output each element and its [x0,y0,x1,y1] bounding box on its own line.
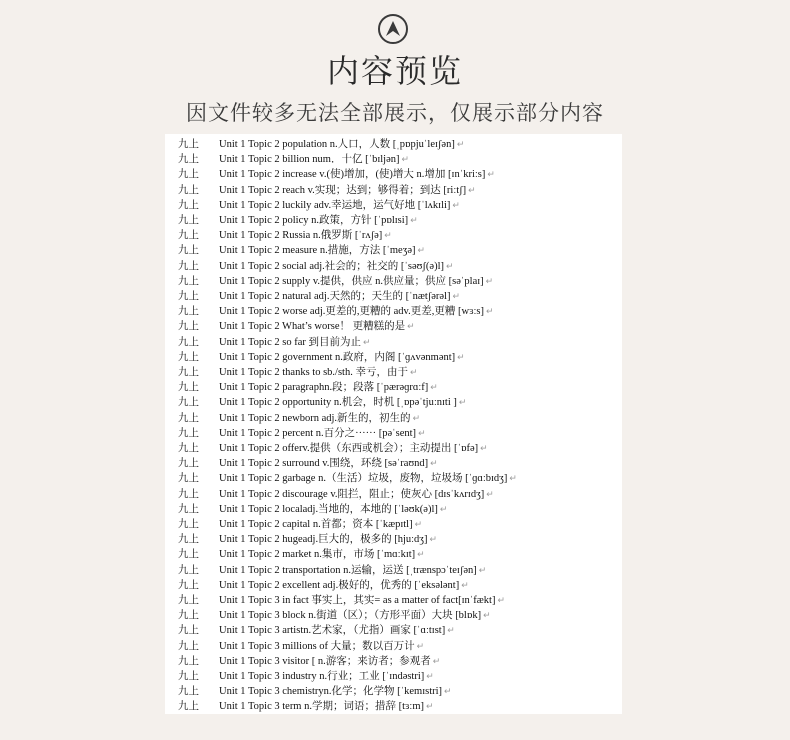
vocab-entry [219,578,469,593]
return-mark-icon: ↵ [430,458,438,469]
vocab-text: Unit 1 Topic 2 so far 到目前为止 [219,336,361,348]
return-mark-icon: ↵ [430,382,438,393]
grade-label: 九上 [178,215,199,226]
vocab-text: Unit 1 Topic 2 opportunity n.机会，时机 [ˌɒpəˈtjuːnɪti ] [219,397,457,409]
return-mark-icon: ↵ [452,291,461,301]
vocab-text: Unit 1 Topic 2 paragraphn.段；段落 [ˈpærəɡrɑːf] [219,382,429,394]
list-item [165,563,622,578]
vocab-entry [219,167,495,182]
grade-label: 九上 [178,397,199,409]
vocab-entry [219,137,464,152]
vocab-entry [219,684,452,699]
list-item [165,593,622,608]
list-item [165,137,622,152]
return-mark-icon: ↵ [407,321,415,332]
vocab-entry [219,699,434,714]
vocab-entry [219,198,460,213]
return-mark-icon: ↵ [362,336,371,347]
list-item [165,623,622,638]
list-item [165,487,622,502]
grade-label: 九上 [178,610,199,622]
vocab-entry [219,563,486,578]
return-mark-icon: ↵ [461,579,469,590]
return-mark-icon: ↵ [497,595,506,605]
return-mark-icon: ↵ [485,275,494,286]
list-item [165,456,622,471]
vocab-text: Unit 1 Topic 2 social adj.社会的；社交的 [ˈsəʊʃ(ə)l] [219,260,444,272]
return-mark-icon: ↵ [418,427,426,438]
vocab-text: Unit 1 Topic 2 newborn adj.新生的，初生的 [219,412,411,424]
grade-label: 九上 [178,275,199,287]
return-mark-icon: ↵ [457,351,465,362]
vocab-entry [219,213,418,228]
grade-label: 九上 [178,230,199,242]
list-item [165,365,622,380]
vocab-text: Unit 1 Topic 2 thanks to sb./sth. 幸亏，由于 [219,367,408,378]
vocab-text: Unit 1 Topic 3 visitor [ n.游客；来访者；参观者 [219,655,431,667]
vocab-text: Unit 1 Topic 2 garbage n.（生活）垃圾，废物，垃圾场 [ˈɡɑːbɪdʒ] [219,473,508,485]
vocab-entry [219,259,454,274]
list-item [165,532,622,547]
vocab-entry [219,426,426,441]
vocab-entry [219,608,491,623]
grade-label: 九上 [178,640,199,652]
return-mark-icon: ↵ [485,306,494,317]
vocab-text: Unit 1 Topic 2 surround v.围绕，环绕 [səˈraʊnd] [219,458,429,470]
vocab-text: Unit 1 Topic 2 natural adj.天然的；天生的 [ˈnætʃərəl] [219,291,451,302]
return-mark-icon: ↵ [417,549,425,560]
list-item [165,259,622,274]
vocab-text: Unit 1 Topic 3 chemistryn.化学；化学物 [ˈkemɪstri] [219,686,443,698]
page-title: 内容预览 [326,52,463,90]
list-item [165,517,622,532]
grade-label: 九上 [178,534,199,546]
return-mark-icon: ↵ [432,655,441,666]
vocab-entry [219,623,455,638]
return-mark-icon: ↵ [509,473,517,484]
grade-label: 九上 [178,260,199,272]
list-item [165,228,622,243]
vocab-entry [219,243,425,258]
return-mark-icon: ↵ [429,534,438,545]
grade-label: 九上 [178,154,199,166]
return-mark-icon: ↵ [480,443,488,453]
list-item [165,198,622,213]
vocab-entry [219,335,371,350]
vocab-entry [219,487,494,502]
vocab-entry [219,441,488,456]
grade-label: 九上 [178,412,199,424]
return-mark-icon: ↵ [416,640,425,651]
chevron-up-circle-icon [378,14,408,44]
grade-label: 九上 [178,458,199,470]
vocab-entry [219,411,420,426]
grade-label: 九上 [178,549,199,561]
vocab-entry [219,319,415,334]
return-mark-icon: ↵ [412,412,421,423]
return-mark-icon: ↵ [414,519,423,529]
grade-label: 九上 [178,671,199,682]
grade-label: 九上 [178,169,199,181]
vocab-text: Unit 1 Topic 2 worse adj.更差的,更糟的 adv.更差,更糟 [wɜːs] [219,306,484,318]
list-item [165,213,622,228]
grade-label: 九上 [178,351,199,363]
list-item [165,335,622,350]
grade-label: 九上 [178,443,199,454]
vocab-text: Unit 1 Topic 2 billion num．十亿 [ˈbɪljən] [219,154,400,166]
vocab-text: Unit 1 Topic 2 percent n.百分之······ [pəˈsent] [219,427,417,439]
vocab-entry [219,456,438,471]
return-mark-icon: ↵ [439,503,448,514]
return-mark-icon: ↵ [417,245,426,256]
vocab-text: Unit 1 Topic 2 transportation n.运输，运送 [ˌtrænspɔˈteɪʃən] [219,564,477,576]
return-mark-icon: ↵ [409,367,418,377]
return-mark-icon: ↵ [444,686,452,697]
grade-label: 九上 [178,139,199,150]
grade-label: 九上 [178,519,199,530]
vocab-entry [219,365,418,380]
list-item [165,304,622,319]
vocab-text: Unit 1 Topic 2 population n.人口，人数 [ˌpɒpjuˈleɪʃən] [219,139,455,150]
vocab-text: Unit 1 Topic 3 in fact 事实上，其实= as a matter of fact[ɪnˈfækt] [219,595,496,606]
list-item [165,699,622,714]
list-item [165,380,622,395]
vocab-text: Unit 1 Topic 2 What’s worse！ 更糟糕的是 [219,321,406,333]
vocab-text: Unit 1 Topic 2 capital n.首都；资本 [ˈkæpɪtl] [219,519,413,530]
grade-label: 九上 [178,367,199,378]
list-item [165,426,622,441]
return-mark-icon: ↵ [452,199,460,210]
vocab-text: Unit 1 Topic 2 discourage v.阻拦，阻止；使灰心 [dɪsˈkʌrɪdʒ] [219,488,485,500]
grade-label: 九上 [178,488,199,500]
vocab-entry [219,274,493,289]
vocab-text: Unit 1 Topic 2 hugeadj.巨大的，极多的 [hjuːdʒ] [219,534,428,546]
grade-label: 九上 [178,245,199,257]
return-mark-icon: ↵ [456,139,465,149]
list-item [165,669,622,684]
list-item [165,411,622,426]
grade-label: 九上 [178,473,199,485]
vocab-entry [219,517,422,532]
grade-label: 九上 [178,503,199,515]
vocab-entry [219,304,494,319]
list-item [165,639,622,654]
grade-label: 九上 [178,625,199,637]
return-mark-icon: ↵ [401,154,410,165]
vocab-text: Unit 1 Topic 2 Russia n.俄罗斯 [ˈrʌʃə] [219,230,383,242]
grade-label: 九上 [178,306,199,318]
list-item [165,350,622,365]
list-item [165,183,622,198]
page-subtitle: 因文件较多无法全部展示，仅展示部分内容 [186,101,604,125]
return-mark-icon: ↵ [446,260,454,271]
vocab-text: Unit 1 Topic 2 government n.政府，内阁 [ˈɡʌvənmənt] [219,351,456,363]
list-item [165,152,622,167]
vocab-entry [219,380,438,395]
vocab-text: Unit 1 Topic 3 industry n.行业；工业 [ˈɪndəstri] [219,671,425,682]
grade-label: 九上 [178,427,199,439]
vocab-entry [219,502,447,517]
list-item [165,578,622,593]
list-item [165,608,622,623]
grade-label: 九上 [178,336,199,348]
grade-label: 九上 [178,579,199,591]
vocab-text: Unit 1 Topic 2 reach v.实现；达到；够得着；到达 [riːtʃ] [219,184,467,196]
grade-label: 九上 [178,701,199,713]
return-mark-icon: ↵ [478,564,487,575]
grade-label: 九上 [178,291,199,302]
vocab-text: Unit 1 Topic 3 millions of 大量；数以百万计 [219,640,415,652]
vocab-entry [219,152,409,167]
list-item [165,547,622,562]
vocab-text: Unit 1 Topic 2 increase v.(使)增加，(使)增大 n.增加 [ɪnˈkriːs] [219,169,486,181]
list-item [165,502,622,517]
grade-label: 九上 [178,655,199,667]
list-item [165,319,622,334]
vocab-text: Unit 1 Topic 3 term n.学期；词语；措辞 [tɜːm] [219,701,425,713]
list-item [165,274,622,289]
vocab-text: Unit 1 Topic 2 supply v.提供，供应 n.供应量；供应 [səˈplaɪ] [219,275,484,287]
grade-label: 九上 [178,686,199,698]
return-mark-icon: ↵ [468,184,476,195]
vocab-entry [219,395,466,410]
return-mark-icon: ↵ [426,701,434,712]
grade-label: 九上 [178,199,199,211]
vocab-entry [219,350,465,365]
vocab-text: Unit 1 Topic 2 policy n.政策，方针 [ˈpɒlɪsi] [219,215,409,226]
vocab-text: Unit 1 Topic 2 localadj.当地的，本地的 [ˈləʊk(ə)l] [219,503,438,515]
list-item [165,289,622,304]
return-mark-icon: ↵ [487,169,495,180]
document-preview [165,134,622,714]
vocab-text: Unit 1 Topic 3 block n.街道（区）；（方形平面）大块 [blɒk] [219,610,482,622]
list-item [165,243,622,258]
vocab-entry [219,289,460,304]
return-mark-icon: ↵ [426,671,434,681]
return-mark-icon: ↵ [458,397,467,408]
list-item [165,395,622,410]
vocab-entry [219,593,505,608]
grade-label: 九上 [178,595,199,606]
vocab-text: Unit 1 Topic 2 offerv.提供（东西或机会）；主动提出 [ˈɒfə] [219,443,479,454]
return-mark-icon: ↵ [483,610,491,621]
vocab-entry [219,183,476,198]
vocab-text: Unit 1 Topic 2 measure n.措施，方法 [ˈmeʒə] [219,245,416,257]
vocab-entry [219,547,425,562]
list-item [165,684,622,699]
vocab-text: Unit 1 Topic 3 artistn.艺术家，（尤指）画家 [ˈɑːtɪst] [219,625,446,637]
return-mark-icon: ↵ [410,215,418,225]
list-item [165,167,622,182]
vocab-entry [219,532,437,547]
list-item [165,441,622,456]
vocab-text: Unit 1 Topic 2 luckily adv.幸运地，运气好地 [ˈlʌkɪli] [219,199,451,211]
return-mark-icon: ↵ [447,625,455,636]
list-item [165,654,622,669]
return-mark-icon: ↵ [384,230,392,241]
vocab-text: Unit 1 Topic 2 market n.集市，市场 [ˈmɑːkɪt] [219,549,416,561]
vocab-entry [219,471,517,486]
vocab-entry [219,669,434,684]
return-mark-icon: ↵ [486,488,494,499]
grade-label: 九上 [178,184,199,196]
list-item [165,471,622,486]
vocab-entry [219,654,440,669]
vocab-entry [219,639,424,654]
grade-label: 九上 [178,321,199,333]
grade-label: 九上 [178,382,199,394]
vocab-text: Unit 1 Topic 2 excellent adj.极好的，优秀的 [ˈeksələnt] [219,579,460,591]
vocab-entry [219,228,392,243]
grade-label: 九上 [178,564,199,576]
